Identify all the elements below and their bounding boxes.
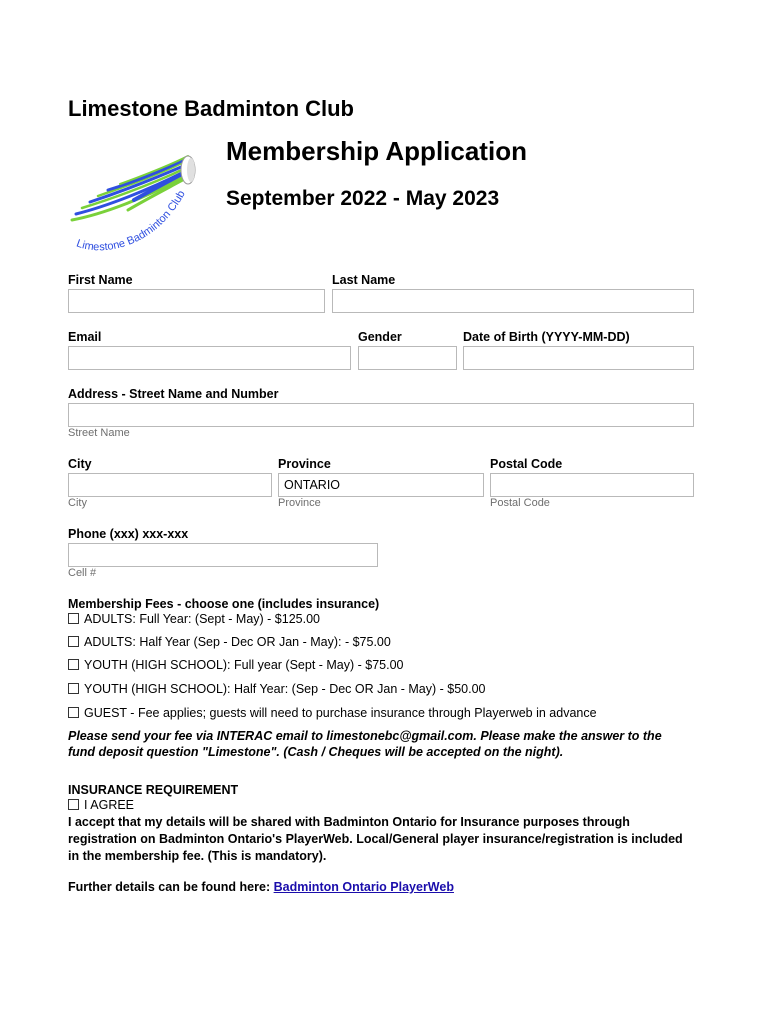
city-sublabel: City (68, 497, 87, 509)
insurance-heading: INSURANCE REQUIREMENT (68, 783, 239, 797)
insurance-statement: I accept that my details will be shared with Badminton Ontario for Insurance purposes through registration on Badminton Ontario's PlayerWeb. Local/General player insurance/registration is included in the membership fee. (This is mandatory). (68, 815, 683, 863)
checkbox-icon[interactable] (68, 707, 79, 718)
address-label: Address - Street Name and Number (68, 387, 279, 401)
province-label: Province (278, 457, 331, 471)
fee-option-youth-full[interactable] (68, 658, 404, 672)
club-name: Limestone Badminton Club (68, 96, 354, 121)
season-dates: September 2022 - May 2023 (226, 187, 500, 210)
fee-option-adult-full[interactable] (68, 612, 320, 626)
gender-label: Gender (358, 330, 402, 344)
payment-note: Please send your fee via INTERAC email to limestonebc@gmail.com. Please make the answer to the fund deposit question "Limestone". (Cash / Cheques will be accepted on the night). (68, 729, 662, 759)
province-sublabel: Province (278, 497, 321, 509)
fees-heading: Membership Fees - choose one (includes insurance) (68, 597, 380, 611)
footer-text: Further details can be found here: (68, 880, 271, 894)
checkbox-icon[interactable] (68, 683, 79, 694)
city-input[interactable] (68, 473, 272, 497)
fee-option-guest[interactable] (68, 706, 597, 720)
first-name-label: First Name (68, 273, 133, 287)
city-label: City (68, 457, 92, 471)
postal-label: Postal Code (490, 457, 563, 471)
fee-option-label: GUEST - Fee applies; guests will need to purchase insurance through Playerweb in advance (84, 706, 597, 720)
street-input[interactable] (68, 403, 694, 427)
fee-option-label: ADULTS: Full Year: (Sept - May) - $125.00 (84, 612, 320, 626)
phone-label: Phone (xxx) xxx-xxx (68, 527, 189, 541)
shuttlecock-icon (64, 148, 214, 260)
agree-label: I AGREE (84, 798, 135, 812)
checkbox-icon[interactable] (68, 636, 79, 647)
email-input[interactable] (68, 346, 351, 370)
phone-input[interactable] (68, 543, 378, 567)
email-label: Email (68, 330, 102, 344)
postal-input[interactable] (490, 473, 694, 497)
checkbox-icon[interactable] (68, 799, 79, 810)
checkbox-icon[interactable] (68, 613, 79, 624)
street-sublabel: Street Name (68, 427, 130, 439)
fee-option-label: YOUTH (HIGH SCHOOL): Half Year: (Sep - Dec OR Jan - May) - $50.00 (84, 682, 486, 696)
last-name-input[interactable] (332, 289, 694, 313)
fee-option-label: ADULTS: Half Year (Sep - Dec OR Jan - May): - $75.00 (84, 635, 391, 649)
postal-sublabel: Postal Code (490, 497, 550, 509)
dob-input[interactable] (463, 346, 694, 370)
svg-text:Limestone Badminton Club: Limestone Badminton Club (74, 188, 188, 254)
page-title: Membership Application (226, 136, 527, 166)
first-name-input[interactable] (68, 289, 325, 313)
fee-option-adult-half[interactable] (68, 635, 391, 649)
gender-input[interactable] (358, 346, 457, 370)
dob-label: Date of Birth (YYYY-MM-DD) (463, 330, 630, 344)
province-input[interactable] (278, 473, 484, 497)
checkbox-icon[interactable] (68, 659, 79, 670)
fee-option-youth-half[interactable] (68, 682, 486, 696)
insurance-agree-option[interactable] (68, 798, 134, 812)
phone-sublabel: Cell # (68, 567, 97, 579)
footer-line (68, 880, 454, 894)
playerweb-link[interactable]: Badminton Ontario PlayerWeb (273, 880, 454, 894)
fee-option-label: YOUTH (HIGH SCHOOL): Full year (Sept - May) - $75.00 (84, 658, 404, 672)
last-name-label: Last Name (332, 273, 396, 287)
